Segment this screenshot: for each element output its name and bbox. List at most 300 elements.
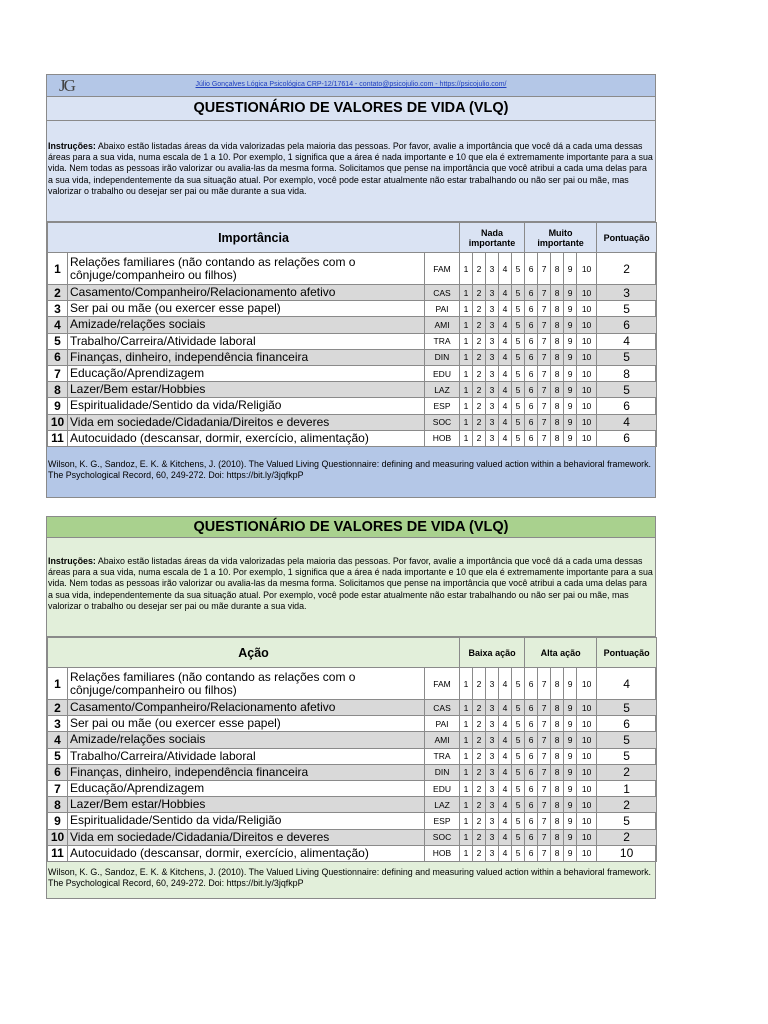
area-code: ESP (425, 398, 460, 414)
score-value[interactable]: 4 (597, 414, 657, 430)
scale-option[interactable]: 1 (460, 700, 473, 716)
high-label: Muito importante (525, 223, 597, 253)
area-name: Vida em sociedade/Cidadania/Direitos e deveres (68, 829, 425, 845)
scale-option[interactable]: 10 (577, 797, 597, 813)
scale-option[interactable]: 2 (473, 732, 486, 748)
scale-option[interactable]: 9 (564, 414, 577, 430)
scale-option[interactable]: 7 (538, 414, 551, 430)
scale-option[interactable]: 10 (577, 430, 597, 446)
scale-option[interactable]: 1 (460, 764, 473, 780)
score-value[interactable]: 5 (597, 301, 657, 317)
scale-option[interactable]: 2 (473, 797, 486, 813)
scale-option[interactable]: 3 (486, 716, 499, 732)
row-number: 4 (48, 317, 68, 333)
scale-option[interactable]: 9 (564, 829, 577, 845)
scale-option[interactable]: 6 (525, 301, 538, 317)
table-row (48, 845, 657, 861)
scale-option[interactable]: 2 (473, 813, 486, 829)
scale-option[interactable]: 7 (538, 333, 551, 349)
scale-option[interactable]: 2 (473, 365, 486, 381)
page-title: QUESTIONÁRIO DE VALORES DE VIDA (VLQ) (47, 517, 655, 538)
importance-table (47, 222, 657, 447)
score-value[interactable]: 6 (597, 317, 657, 333)
scale-option[interactable]: 9 (564, 700, 577, 716)
scale-option[interactable]: 8 (551, 253, 564, 285)
scale-option[interactable]: 9 (564, 732, 577, 748)
scale-option[interactable]: 2 (473, 285, 486, 301)
area-name: Casamento/Companheiro/Relacionamento afetivo (68, 285, 425, 301)
scale-option[interactable]: 2 (473, 668, 486, 700)
scale-option[interactable]: 1 (460, 253, 473, 285)
row-number: 9 (48, 813, 68, 829)
scale-option[interactable]: 9 (564, 253, 577, 285)
scale-option[interactable]: 3 (486, 253, 499, 285)
scale-option[interactable]: 6 (525, 414, 538, 430)
scale-option[interactable]: 10 (577, 732, 597, 748)
scale-option[interactable]: 7 (538, 845, 551, 861)
score-value[interactable]: 5 (597, 700, 657, 716)
instructions-text: Abaixo estão listadas áreas da vida valorizadas pela maioria das pessoas. Por favor, avalie a importância que você dá a cada uma dessas áreas para a sua vida, numa escala de 1 a 10. Por exemplo, 1 significa que a área é nada importante e 10 que ela é extremamente importante para a sua vida. Nem todas as pessoas irão valorizar ou avalia-las da mesma forma. Solicitamos que pense na importância que você atribui a cada uma delas para a sua vida, independentemente da sua situação atual. Por exemplo, você pode estar atualmente não estar trabalhando ou não ser pai ou mãe, mas valorizar o trabalho ou desejar ser pai ou mãe durante a sua vida. (48, 141, 653, 196)
scale-option[interactable]: 4 (499, 398, 512, 414)
scale-option[interactable]: 3 (486, 382, 499, 398)
scale-option[interactable]: 10 (577, 700, 597, 716)
scale-option[interactable]: 4 (499, 382, 512, 398)
scale-option[interactable]: 5 (512, 732, 525, 748)
table-row (48, 398, 657, 414)
scale-option[interactable]: 5 (512, 414, 525, 430)
low-label: Nada importante (460, 223, 525, 253)
scale-option[interactable]: 6 (525, 716, 538, 732)
scale-option[interactable]: 9 (564, 398, 577, 414)
scale-option[interactable]: 6 (525, 829, 538, 845)
scale-option[interactable]: 1 (460, 365, 473, 381)
scale-option[interactable]: 6 (525, 382, 538, 398)
scale-option[interactable]: 9 (564, 716, 577, 732)
scale-option[interactable]: 2 (473, 829, 486, 845)
score-value[interactable]: 8 (597, 365, 657, 381)
scale-option[interactable]: 7 (538, 732, 551, 748)
scale-option[interactable]: 1 (460, 430, 473, 446)
scale-option[interactable]: 3 (486, 748, 499, 764)
scale-option[interactable]: 2 (473, 349, 486, 365)
row-number: 2 (48, 700, 68, 716)
scale-option[interactable]: 10 (577, 845, 597, 861)
scale-option[interactable]: 1 (460, 414, 473, 430)
scale-option[interactable]: 4 (499, 845, 512, 861)
scale-option[interactable]: 4 (499, 349, 512, 365)
scale-option[interactable]: 3 (486, 700, 499, 716)
scale-option[interactable]: 4 (499, 253, 512, 285)
score-value[interactable]: 4 (597, 668, 657, 700)
scale-option[interactable]: 5 (512, 829, 525, 845)
scale-option[interactable]: 7 (538, 797, 551, 813)
scale-option[interactable]: 4 (499, 748, 512, 764)
scale-option[interactable]: 4 (499, 668, 512, 700)
scale-option[interactable]: 8 (551, 700, 564, 716)
scale-option[interactable]: 6 (525, 764, 538, 780)
scale-option[interactable]: 4 (499, 829, 512, 845)
score-value[interactable]: 2 (597, 253, 657, 285)
score-value[interactable]: 5 (597, 349, 657, 365)
scale-option[interactable]: 3 (486, 668, 499, 700)
area-name: Finanças, dinheiro, independência financeira (68, 764, 425, 780)
scale-option[interactable]: 2 (473, 764, 486, 780)
scale-option[interactable]: 7 (538, 253, 551, 285)
scale-option[interactable]: 8 (551, 845, 564, 861)
table-row (48, 829, 657, 845)
scale-option[interactable]: 4 (499, 285, 512, 301)
scale-option[interactable]: 9 (564, 333, 577, 349)
scale-option[interactable]: 5 (512, 748, 525, 764)
scale-option[interactable]: 7 (538, 829, 551, 845)
scale-option[interactable]: 6 (525, 732, 538, 748)
scale-option[interactable]: 3 (486, 317, 499, 333)
scale-option[interactable]: 6 (525, 285, 538, 301)
scale-option[interactable]: 4 (499, 780, 512, 796)
scale-option[interactable]: 10 (577, 764, 597, 780)
scale-option[interactable]: 10 (577, 668, 597, 700)
scale-option[interactable]: 6 (525, 813, 538, 829)
scale-option[interactable]: 5 (512, 365, 525, 381)
scale-option[interactable]: 9 (564, 382, 577, 398)
scale-option[interactable]: 8 (551, 829, 564, 845)
scale-option[interactable]: 5 (512, 382, 525, 398)
scale-option[interactable]: 2 (473, 414, 486, 430)
scale-option[interactable]: 10 (577, 317, 597, 333)
scale-option[interactable]: 3 (486, 349, 499, 365)
scale-option[interactable]: 10 (577, 333, 597, 349)
area-name: Espiritualidade/Sentido da vida/Religião (68, 398, 425, 414)
scale-option[interactable]: 7 (538, 430, 551, 446)
row-number: 3 (48, 716, 68, 732)
scale-option[interactable]: 8 (551, 716, 564, 732)
scale-option[interactable]: 3 (486, 813, 499, 829)
score-value[interactable]: 5 (597, 732, 657, 748)
header-bar (47, 75, 655, 97)
scale-option[interactable]: 8 (551, 285, 564, 301)
area-code: CAS (425, 700, 460, 716)
scale-option[interactable]: 9 (564, 317, 577, 333)
action-sheet (46, 516, 656, 899)
scale-option[interactable]: 8 (551, 414, 564, 430)
area-name: Finanças, dinheiro, independência financeira (68, 349, 425, 365)
scale-option[interactable]: 6 (525, 253, 538, 285)
scale-option[interactable]: 3 (486, 365, 499, 381)
area-code: LAZ (425, 382, 460, 398)
scale-option[interactable]: 7 (538, 365, 551, 381)
scale-option[interactable]: 8 (551, 430, 564, 446)
scale-option[interactable]: 8 (551, 349, 564, 365)
row-number: 1 (48, 668, 68, 700)
scale-option[interactable]: 5 (512, 797, 525, 813)
scale-option[interactable]: 4 (499, 813, 512, 829)
scale-option[interactable]: 2 (473, 780, 486, 796)
scale-option[interactable]: 5 (512, 700, 525, 716)
scale-option[interactable]: 10 (577, 414, 597, 430)
scale-option[interactable]: 10 (577, 301, 597, 317)
logo: JG (59, 76, 74, 95)
scale-option[interactable]: 4 (499, 700, 512, 716)
scale-option[interactable]: 8 (551, 365, 564, 381)
scale-option[interactable]: 1 (460, 668, 473, 700)
scale-option[interactable]: 7 (538, 398, 551, 414)
scale-option[interactable]: 3 (486, 285, 499, 301)
scale-option[interactable]: 4 (499, 716, 512, 732)
score-value[interactable]: 4 (597, 333, 657, 349)
scale-option[interactable]: 7 (538, 813, 551, 829)
scale-option[interactable]: 1 (460, 813, 473, 829)
scale-option[interactable]: 5 (512, 716, 525, 732)
scale-option[interactable]: 7 (538, 382, 551, 398)
scale-option[interactable]: 7 (538, 780, 551, 796)
table-row (48, 349, 657, 365)
scale-option[interactable]: 6 (525, 317, 538, 333)
area-code: TRA (425, 333, 460, 349)
scale-option[interactable]: 4 (499, 301, 512, 317)
scale-option[interactable]: 9 (564, 780, 577, 796)
scale-option[interactable]: 4 (499, 414, 512, 430)
scale-option[interactable]: 4 (499, 797, 512, 813)
area-name: Relações familiares (não contando as relações com o cônjuge/companheiro ou filhos) (68, 253, 425, 285)
reference: Wilson, K. G., Sandoz, E. K. & Kitchens, J. (2010). The Valued Living Questionnaire: defining and measuring valued action within a behavioral framework. The Psychological Record, 60, 249-272. Doi: https://bit.ly/3jqfkpP (47, 862, 655, 898)
scale-option[interactable]: 3 (486, 845, 499, 861)
scale-option[interactable]: 10 (577, 349, 597, 365)
scale-option[interactable]: 4 (499, 430, 512, 446)
credit-link[interactable]: Júlio Gonçalves Lógica Psicológica CRP-12/17614 - contato@psicojulio.com - https://psicojulio.com/ (195, 81, 507, 88)
scale-option[interactable]: 5 (512, 764, 525, 780)
scale-option[interactable]: 8 (551, 748, 564, 764)
area-name: Trabalho/Carreira/Atividade laboral (68, 748, 425, 764)
scale-option[interactable]: 10 (577, 748, 597, 764)
scale-option[interactable]: 4 (499, 333, 512, 349)
table-row (48, 317, 657, 333)
scale-option[interactable]: 3 (486, 797, 499, 813)
scale-option[interactable]: 1 (460, 382, 473, 398)
scale-option[interactable]: 8 (551, 764, 564, 780)
area-code: FAM (425, 253, 460, 285)
scale-option[interactable]: 7 (538, 668, 551, 700)
scale-option[interactable]: 6 (525, 748, 538, 764)
scale-option[interactable]: 7 (538, 317, 551, 333)
scale-option[interactable]: 1 (460, 398, 473, 414)
table-row (48, 732, 657, 748)
scale-option[interactable]: 6 (525, 398, 538, 414)
table-row (48, 365, 657, 381)
area-name: Amizade/relações sociais (68, 317, 425, 333)
scale-option[interactable]: 10 (577, 716, 597, 732)
scale-option[interactable]: 1 (460, 732, 473, 748)
scale-option[interactable]: 7 (538, 748, 551, 764)
area-code: DIN (425, 764, 460, 780)
score-value[interactable]: 6 (597, 398, 657, 414)
reference: Wilson, K. G., Sandoz, E. K. & Kitchens, J. (2010). The Valued Living Questionnaire: defining and measuring valued action within a behavioral framework. The Psychological Record, 60, 249-272. Doi: https://bit.ly/3jqfkpP (47, 447, 655, 497)
scale-option[interactable]: 10 (577, 365, 597, 381)
scale-option[interactable]: 3 (486, 764, 499, 780)
scale-option[interactable]: 2 (473, 398, 486, 414)
scale-option[interactable]: 6 (525, 700, 538, 716)
scale-option[interactable]: 2 (473, 301, 486, 317)
row-number: 11 (48, 845, 68, 861)
action-table (47, 637, 657, 862)
scale-option[interactable]: 3 (486, 430, 499, 446)
scale-option[interactable]: 8 (551, 398, 564, 414)
scale-option[interactable]: 5 (512, 333, 525, 349)
score-value[interactable]: 6 (597, 430, 657, 446)
table-row (48, 414, 657, 430)
instructions-label: Instruções: (48, 556, 96, 566)
scale-option[interactable]: 9 (564, 797, 577, 813)
scale-option[interactable]: 10 (577, 382, 597, 398)
scale-option[interactable]: 4 (499, 732, 512, 748)
score-value[interactable]: 2 (597, 764, 657, 780)
scale-option[interactable]: 1 (460, 349, 473, 365)
scale-option[interactable]: 5 (512, 317, 525, 333)
scale-option[interactable]: 1 (460, 845, 473, 861)
scale-option[interactable]: 3 (486, 732, 499, 748)
area-name: Vida em sociedade/Cidadania/Direitos e deveres (68, 414, 425, 430)
scale-option[interactable]: 5 (512, 301, 525, 317)
scale-option[interactable]: 10 (577, 398, 597, 414)
scale-option[interactable]: 5 (512, 349, 525, 365)
scale-option[interactable]: 4 (499, 764, 512, 780)
table-row (48, 780, 657, 796)
scale-option[interactable]: 5 (512, 398, 525, 414)
scale-option[interactable]: 1 (460, 829, 473, 845)
score-value[interactable]: 5 (597, 813, 657, 829)
score-value[interactable]: 3 (597, 285, 657, 301)
scale-option[interactable]: 9 (564, 349, 577, 365)
score-header: Pontuação (597, 638, 657, 668)
scale-option[interactable]: 6 (525, 365, 538, 381)
scale-option[interactable]: 9 (564, 748, 577, 764)
scale-option[interactable]: 6 (525, 668, 538, 700)
scale-option[interactable]: 1 (460, 333, 473, 349)
table-row (48, 748, 657, 764)
scale-option[interactable]: 7 (538, 764, 551, 780)
scale-option[interactable]: 3 (486, 301, 499, 317)
score-value[interactable]: 5 (597, 382, 657, 398)
scale-option[interactable]: 2 (473, 317, 486, 333)
scale-option[interactable]: 6 (525, 430, 538, 446)
scale-option[interactable]: 9 (564, 668, 577, 700)
scale-option[interactable]: 1 (460, 285, 473, 301)
scale-option[interactable]: 5 (512, 285, 525, 301)
scale-option[interactable]: 5 (512, 668, 525, 700)
score-value[interactable]: 1 (597, 780, 657, 796)
score-value[interactable]: 10 (597, 845, 657, 861)
low-label: Baixa ação (460, 638, 525, 668)
scale-option[interactable]: 8 (551, 333, 564, 349)
scale-option[interactable]: 1 (460, 301, 473, 317)
scale-option[interactable]: 5 (512, 845, 525, 861)
scale-option[interactable]: 2 (473, 333, 486, 349)
scale-option[interactable]: 3 (486, 398, 499, 414)
scale-option[interactable]: 7 (538, 285, 551, 301)
scale-option[interactable]: 10 (577, 829, 597, 845)
scale-option[interactable]: 7 (538, 716, 551, 732)
scale-option[interactable]: 1 (460, 716, 473, 732)
scale-option[interactable]: 4 (499, 365, 512, 381)
scale-option[interactable]: 8 (551, 668, 564, 700)
scale-option[interactable]: 10 (577, 253, 597, 285)
scale-option[interactable]: 7 (538, 700, 551, 716)
scale-option[interactable]: 9 (564, 764, 577, 780)
scale-option[interactable]: 1 (460, 797, 473, 813)
score-value[interactable]: 2 (597, 829, 657, 845)
high-label: Alta ação (525, 638, 597, 668)
scale-option[interactable]: 5 (512, 780, 525, 796)
scale-option[interactable]: 2 (473, 716, 486, 732)
importance-sheet (46, 74, 656, 498)
scale-option[interactable]: 6 (525, 349, 538, 365)
scale-option[interactable]: 8 (551, 780, 564, 796)
scale-option[interactable]: 2 (473, 748, 486, 764)
scale-option[interactable]: 8 (551, 813, 564, 829)
scale-option[interactable]: 8 (551, 301, 564, 317)
scale-option[interactable]: 2 (473, 430, 486, 446)
score-value[interactable]: 6 (597, 716, 657, 732)
area-name: Educação/Aprendizagem (68, 780, 425, 796)
scale-option[interactable]: 2 (473, 253, 486, 285)
scale-option[interactable]: 1 (460, 317, 473, 333)
area-code: AMI (425, 317, 460, 333)
scale-option[interactable]: 10 (577, 285, 597, 301)
scale-option[interactable]: 1 (460, 748, 473, 764)
scale-option[interactable]: 1 (460, 780, 473, 796)
scale-option[interactable]: 6 (525, 845, 538, 861)
scale-option[interactable]: 9 (564, 365, 577, 381)
area-name: Casamento/Companheiro/Relacionamento afetivo (68, 700, 425, 716)
scale-option[interactable]: 5 (512, 813, 525, 829)
scale-option[interactable]: 6 (525, 780, 538, 796)
scale-option[interactable]: 8 (551, 732, 564, 748)
scale-option[interactable]: 10 (577, 780, 597, 796)
scale-option[interactable]: 9 (564, 845, 577, 861)
table-row (48, 700, 657, 716)
scale-option[interactable]: 8 (551, 797, 564, 813)
scale-option[interactable]: 7 (538, 349, 551, 365)
scale-option[interactable]: 9 (564, 301, 577, 317)
scale-option[interactable]: 3 (486, 414, 499, 430)
scale-option[interactable]: 3 (486, 780, 499, 796)
column-title: Importância (48, 223, 460, 253)
scale-option[interactable]: 8 (551, 317, 564, 333)
scale-option[interactable]: 6 (525, 333, 538, 349)
scale-option[interactable]: 4 (499, 317, 512, 333)
scale-option[interactable]: 9 (564, 430, 577, 446)
scale-option[interactable]: 2 (473, 382, 486, 398)
scale-option[interactable]: 5 (512, 253, 525, 285)
scale-option[interactable]: 5 (512, 430, 525, 446)
scale-option[interactable]: 9 (564, 813, 577, 829)
scale-option[interactable]: 8 (551, 382, 564, 398)
scale-option[interactable]: 6 (525, 797, 538, 813)
instructions (47, 121, 655, 222)
scale-option[interactable]: 2 (473, 845, 486, 861)
area-name: Ser pai ou mãe (ou exercer esse papel) (68, 716, 425, 732)
area-name: Lazer/Bem estar/Hobbies (68, 797, 425, 813)
scale-option[interactable]: 3 (486, 333, 499, 349)
instructions-text: Abaixo estão listadas áreas da vida valorizadas pela maioria das pessoas. Por favor, avalie a importância que você dá a cada uma dessas áreas para a sua vida, numa escala de 1 a 10. Por exemplo, 1 significa que a área é nada importante e 10 que ela é extremamente importante para a sua vida. Nem todas as pessoas irão valorizar ou avalia-las da mesma forma. Solicitamos que pense na importância que você atribui a cada uma delas para a sua vida, independentemente da sua situação atual. Por exemplo, você pode estar atualmente não estar trabalhando ou não ser pai ou mãe, mas valorizar o trabalho ou desejar ser pai ou mãe durante a sua vida. (48, 556, 653, 611)
score-value[interactable]: 5 (597, 748, 657, 764)
scale-option[interactable]: 2 (473, 700, 486, 716)
scale-option[interactable]: 10 (577, 813, 597, 829)
scale-option[interactable]: 3 (486, 829, 499, 845)
area-code: PAI (425, 716, 460, 732)
scale-option[interactable]: 9 (564, 285, 577, 301)
score-value[interactable]: 2 (597, 797, 657, 813)
scale-option[interactable]: 7 (538, 301, 551, 317)
